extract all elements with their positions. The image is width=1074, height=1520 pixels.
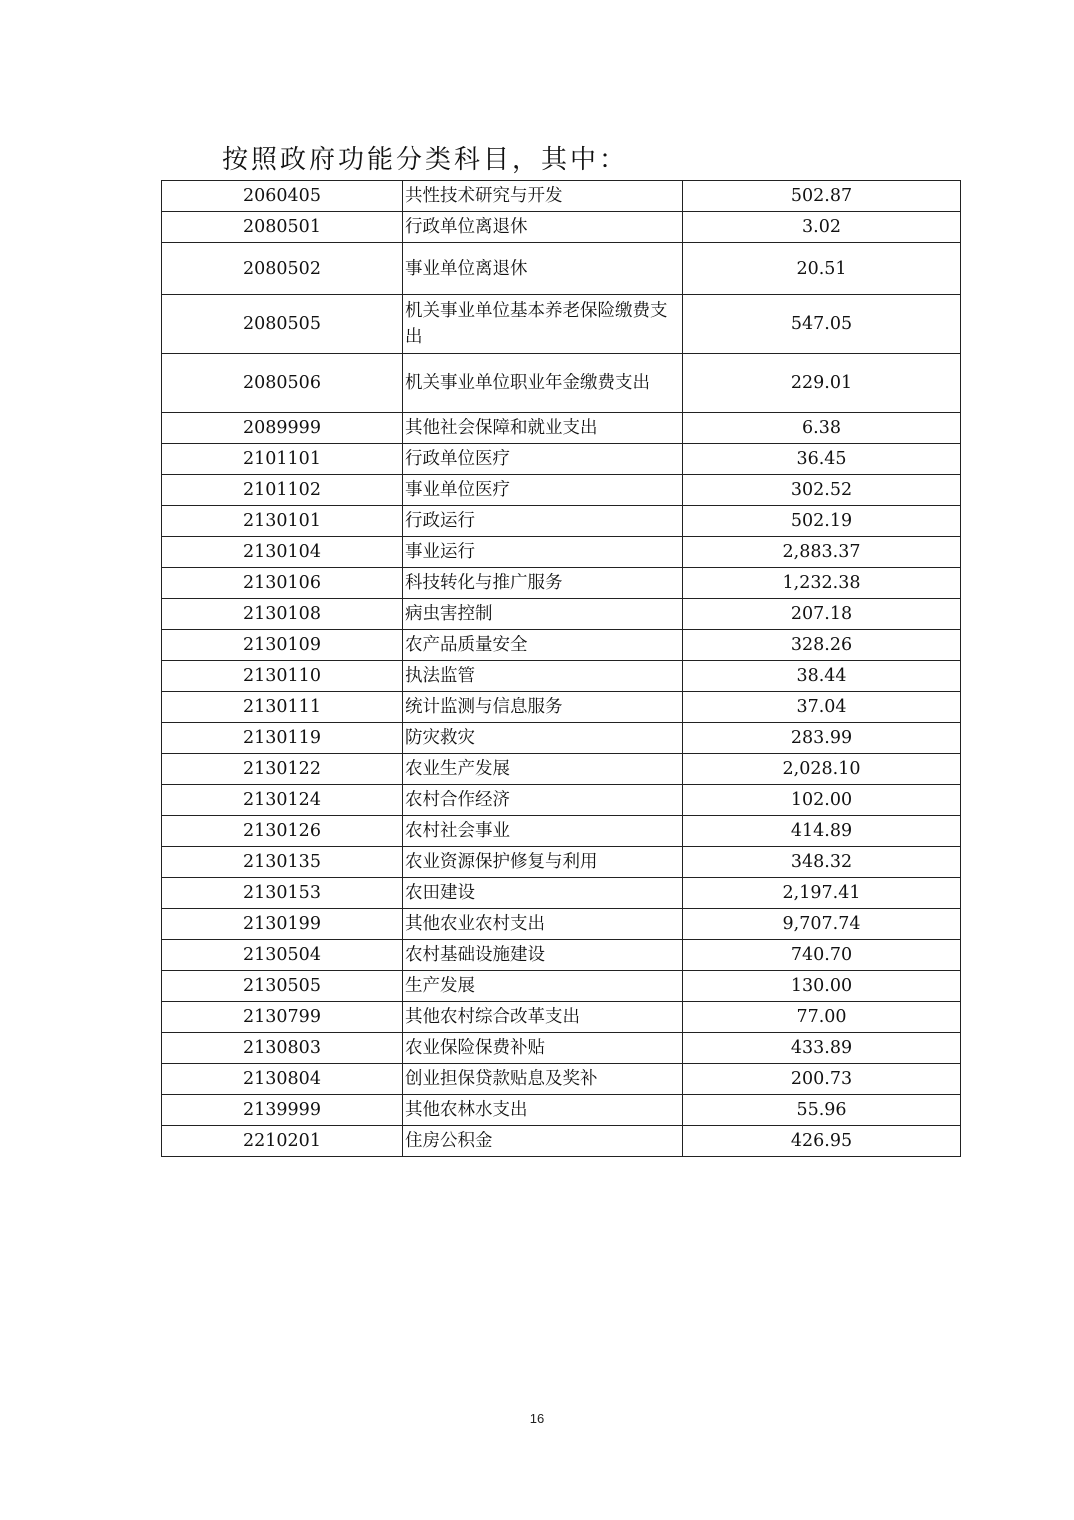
subject-code: 2101101 xyxy=(162,444,403,475)
table-row xyxy=(162,1002,961,1033)
subject-name: 共性技术研究与开发 xyxy=(403,181,683,212)
table-row xyxy=(162,909,961,940)
subject-amount: 200.73 xyxy=(683,1064,961,1095)
subject-amount: 2,883.37 xyxy=(683,537,961,568)
subject-amount: 77.00 xyxy=(683,1002,961,1033)
subject-code: 2130153 xyxy=(162,878,403,909)
subject-code: 2060405 xyxy=(162,181,403,212)
subject-amount: 502.19 xyxy=(683,506,961,537)
subject-amount: 433.89 xyxy=(683,1033,961,1064)
subject-name: 机关事业单位基本养老保险缴费支出 xyxy=(403,295,683,354)
subject-name: 农村基础设施建设 xyxy=(403,940,683,971)
subject-amount: 229.01 xyxy=(683,354,961,413)
table-row xyxy=(162,878,961,909)
subject-name: 农田建设 xyxy=(403,878,683,909)
table-row xyxy=(162,1033,961,1064)
subject-code: 2130799 xyxy=(162,1002,403,1033)
page-number: 16 xyxy=(529,1411,545,1426)
subject-amount: 502.87 xyxy=(683,181,961,212)
table-row xyxy=(162,354,961,413)
subject-code: 2130199 xyxy=(162,909,403,940)
subject-amount: 547.05 xyxy=(683,295,961,354)
subject-code: 2080506 xyxy=(162,354,403,413)
subject-name: 统计监测与信息服务 xyxy=(403,692,683,723)
subject-name: 行政运行 xyxy=(403,506,683,537)
subject-name: 事业单位医疗 xyxy=(403,475,683,506)
table-row xyxy=(162,847,961,878)
subject-code: 2130126 xyxy=(162,816,403,847)
subject-name: 农业资源保护修复与利用 xyxy=(403,847,683,878)
subject-code: 2101102 xyxy=(162,475,403,506)
subject-code: 2130504 xyxy=(162,940,403,971)
subject-code: 2139999 xyxy=(162,1095,403,1126)
subject-name: 病虫害控制 xyxy=(403,599,683,630)
subject-name: 其他社会保障和就业支出 xyxy=(403,413,683,444)
table-row xyxy=(162,295,961,354)
subject-code: 2130109 xyxy=(162,630,403,661)
table-row xyxy=(162,537,961,568)
subject-name: 农村社会事业 xyxy=(403,816,683,847)
subject-name: 农业保险保费补贴 xyxy=(403,1033,683,1064)
subject-amount: 283.99 xyxy=(683,723,961,754)
table-row xyxy=(162,243,961,295)
table-row xyxy=(162,212,961,243)
subject-name: 事业运行 xyxy=(403,537,683,568)
subject-amount: 426.95 xyxy=(683,1126,961,1157)
subject-name: 行政单位离退休 xyxy=(403,212,683,243)
subject-amount: 3.02 xyxy=(683,212,961,243)
subject-code: 2080502 xyxy=(162,243,403,295)
table-row xyxy=(162,1126,961,1157)
table-row xyxy=(162,413,961,444)
subject-name: 其他农业农村支出 xyxy=(403,909,683,940)
subject-amount: 414.89 xyxy=(683,816,961,847)
subject-name: 其他农林水支出 xyxy=(403,1095,683,1126)
subject-code: 2130122 xyxy=(162,754,403,785)
table-row xyxy=(162,1064,961,1095)
table-row xyxy=(162,723,961,754)
table-row xyxy=(162,940,961,971)
subject-amount: 2,028.10 xyxy=(683,754,961,785)
subject-code: 2089999 xyxy=(162,413,403,444)
subject-name: 科技转化与推广服务 xyxy=(403,568,683,599)
budget-table xyxy=(161,180,961,1157)
subject-code: 2130104 xyxy=(162,537,403,568)
subject-name: 其他农村综合改革支出 xyxy=(403,1002,683,1033)
subject-name: 农村合作经济 xyxy=(403,785,683,816)
subject-amount: 20.51 xyxy=(683,243,961,295)
table-row xyxy=(162,692,961,723)
subject-code: 2130108 xyxy=(162,599,403,630)
table-row xyxy=(162,1095,961,1126)
subject-amount: 130.00 xyxy=(683,971,961,1002)
subject-amount: 2,197.41 xyxy=(683,878,961,909)
subject-amount: 102.00 xyxy=(683,785,961,816)
subject-code: 2130804 xyxy=(162,1064,403,1095)
subject-amount: 36.45 xyxy=(683,444,961,475)
subject-amount: 302.52 xyxy=(683,475,961,506)
subject-name: 机关事业单位职业年金缴费支出 xyxy=(403,354,683,413)
table-row xyxy=(162,785,961,816)
table-row xyxy=(162,506,961,537)
subject-name: 生产发展 xyxy=(403,971,683,1002)
subject-amount: 6.38 xyxy=(683,413,961,444)
subject-code: 2210201 xyxy=(162,1126,403,1157)
subject-name: 行政单位医疗 xyxy=(403,444,683,475)
table-row xyxy=(162,661,961,692)
subject-amount: 348.32 xyxy=(683,847,961,878)
subject-amount: 38.44 xyxy=(683,661,961,692)
subject-code: 2080505 xyxy=(162,295,403,354)
subject-name: 农产品质量安全 xyxy=(403,630,683,661)
table-row xyxy=(162,630,961,661)
subject-name: 事业单位离退休 xyxy=(403,243,683,295)
table-row xyxy=(162,444,961,475)
table-row xyxy=(162,599,961,630)
subject-amount: 740.70 xyxy=(683,940,961,971)
table-row xyxy=(162,181,961,212)
subject-amount: 207.18 xyxy=(683,599,961,630)
subject-name: 创业担保贷款贴息及奖补 xyxy=(403,1064,683,1095)
table-row xyxy=(162,816,961,847)
subject-amount: 55.96 xyxy=(683,1095,961,1126)
subject-code: 2130135 xyxy=(162,847,403,878)
subject-code: 2130124 xyxy=(162,785,403,816)
section-heading: 按照政府功能分类科目，其中： xyxy=(222,145,629,175)
table-row xyxy=(162,754,961,785)
subject-name: 农业生产发展 xyxy=(403,754,683,785)
subject-name: 住房公积金 xyxy=(403,1126,683,1157)
subject-code: 2130101 xyxy=(162,506,403,537)
subject-name: 执法监管 xyxy=(403,661,683,692)
subject-code: 2080501 xyxy=(162,212,403,243)
subject-code: 2130803 xyxy=(162,1033,403,1064)
subject-code: 2130505 xyxy=(162,971,403,1002)
subject-code: 2130106 xyxy=(162,568,403,599)
subject-amount: 9,707.74 xyxy=(683,909,961,940)
table-row xyxy=(162,971,961,1002)
subject-amount: 328.26 xyxy=(683,630,961,661)
subject-amount: 1,232.38 xyxy=(683,568,961,599)
subject-name: 防灾救灾 xyxy=(403,723,683,754)
subject-code: 2130110 xyxy=(162,661,403,692)
table-row xyxy=(162,475,961,506)
table-row xyxy=(162,568,961,599)
subject-amount: 37.04 xyxy=(683,692,961,723)
subject-code: 2130119 xyxy=(162,723,403,754)
subject-code: 2130111 xyxy=(162,692,403,723)
